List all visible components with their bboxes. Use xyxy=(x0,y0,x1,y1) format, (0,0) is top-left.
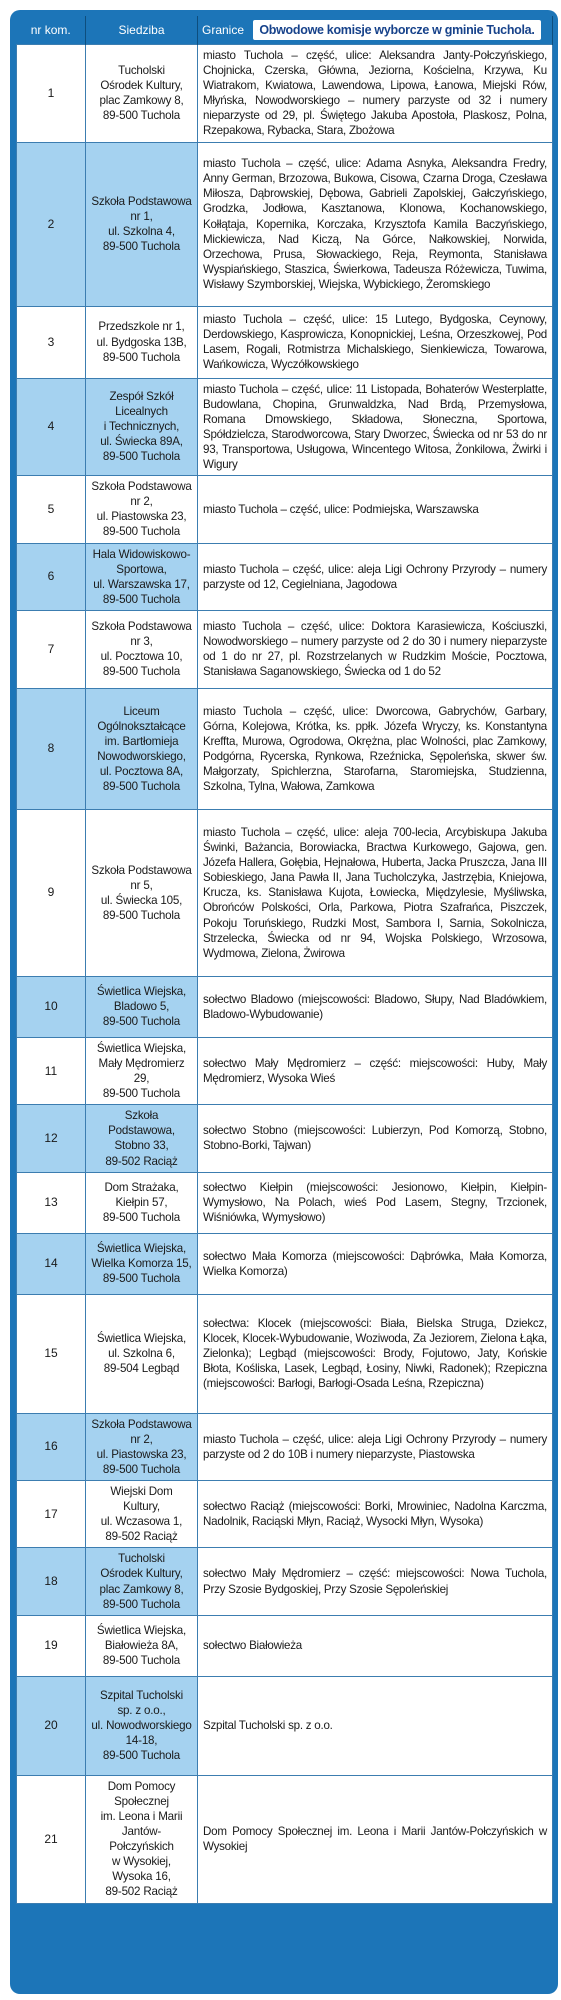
table-title: Obwodowe komisje wyborcze w gminie Tuchola. xyxy=(253,20,540,40)
district-boundaries: miasto Tuchola – część, ulice: Doktora Karasiewicza, Kościuszki, Nowodworskiego – numery parzyste od 2 do 30 i numery nieparzyste od 1 do nr 27, pl. Rozstrzelanych w Rudzkim Moście, Pocztowa, Stanisława Saganowskiego, Świecka od 1 do 52 xyxy=(198,610,553,688)
commission-number: 4 xyxy=(17,378,86,476)
commission-number: 5 xyxy=(17,476,86,543)
seat-line: Szkoła Podstawowa xyxy=(91,863,192,877)
seat-line: Zespół Szkół xyxy=(109,390,174,404)
table-row xyxy=(17,306,553,378)
commission-seat xyxy=(86,1413,198,1480)
seat-line: Ogólnokształcące xyxy=(97,719,186,733)
table-row xyxy=(17,1413,553,1480)
seat-line: Jantów-Połczyńskich xyxy=(109,1825,174,1854)
seat-line: nr 3, xyxy=(130,635,153,649)
seat-line: 89-500 Tuchola xyxy=(102,665,181,679)
commission-seat xyxy=(86,142,198,306)
table-row xyxy=(17,809,553,976)
seat-line: ul. Świecka 105, xyxy=(100,893,183,907)
commission-seat xyxy=(86,809,198,976)
commission-number: 3 xyxy=(17,306,86,378)
seat-line: 89-500 Tuchola xyxy=(102,1211,181,1225)
seat-line: ul. Szkolna 4, xyxy=(108,225,175,239)
seat-line: plac Zamkowy 8, xyxy=(99,1582,184,1596)
seat-line: Hala Widowiskowo- xyxy=(92,547,191,561)
seat-line: 89-500 Tuchola xyxy=(102,109,181,123)
seat-line: Sportowa, xyxy=(116,562,167,576)
table-row xyxy=(17,1676,553,1775)
district-boundaries: sołectwo Białowieża xyxy=(198,1615,553,1676)
commission-number: 14 xyxy=(17,1233,86,1294)
seat-line: Przedszkole nr 1, xyxy=(98,320,185,334)
commission-seat xyxy=(86,1775,198,1903)
seat-line: im. Bartłomieja xyxy=(104,734,179,748)
district-boundaries: Dom Pomocy Społecznej im. Leona i Marii Jantów-Połczyńskich w Wysokiej xyxy=(198,1775,553,1903)
table-row xyxy=(17,476,553,543)
commission-number: 9 xyxy=(17,809,86,976)
seat-line: Bladowo 5, xyxy=(113,1000,170,1014)
commission-number: 19 xyxy=(17,1615,86,1676)
commission-number: 16 xyxy=(17,1413,86,1480)
table-row xyxy=(17,1233,553,1294)
seat-line: Wiejski Dom Kultury, xyxy=(110,1485,173,1514)
seat-line: w Wysokiej, Wysoka 16, xyxy=(112,1855,171,1884)
seat-line: Świetlica Wiejska, xyxy=(96,1241,187,1255)
seat-line: 89-500 Tuchola xyxy=(102,592,181,606)
seat-line: 89-500 Tuchola xyxy=(102,908,181,922)
table-row xyxy=(17,1548,553,1615)
commission-seat xyxy=(86,1233,198,1294)
seat-line: ul. Wczasowa 1, xyxy=(100,1515,183,1529)
seat-line: 89-500 Tuchola xyxy=(102,1015,181,1029)
district-boundaries: sołectwo Bladowo (miejscowości: Bladowo, Słupy, Nad Bladówkiem, Bladowo-Wybudowanie) xyxy=(198,976,553,1037)
district-boundaries: Szpital Tucholski sp. z o.o. xyxy=(198,1676,553,1775)
seat-line: ul. Bydgoska 13B, xyxy=(96,335,187,349)
seat-line: ul. Świecka 89A, xyxy=(100,435,183,449)
commission-number: 12 xyxy=(17,1105,86,1172)
seat-line: Liceum xyxy=(123,704,160,718)
seat-line: Dom Strażaka, xyxy=(104,1180,179,1194)
seat-line: nr 5, xyxy=(130,878,153,892)
seat-line: nr 1, xyxy=(130,209,153,223)
seat-line: Dom Pomocy xyxy=(107,1779,176,1793)
seat-line: Mały Mędromierz 29, xyxy=(98,1056,185,1086)
seat-line: Świetlica Wiejska, xyxy=(96,985,187,999)
table-row xyxy=(17,1481,553,1548)
seat-line: ul. Szkolna 6, xyxy=(108,1347,175,1361)
seat-line: Świetlica Wiejska, xyxy=(96,1041,187,1055)
seat-line: Szkoła xyxy=(124,1109,159,1123)
table-row xyxy=(17,45,553,143)
district-boundaries: miasto Tuchola – część, ulice: Adama Asnyka, Aleksandra Fredry, Anny German, Brzozowa, Bukowa, Cisowa, Czarna Droga, Czesława Miłosza, Dąbrowskiej, Dębowa, Gabrieli Zapolskiej, Gałczyńskiego, Grodzka, Jodłowa, Kasztanowa, Klonowa, Kochanowskiego, Kołłątaja, Kopernika, Korczaka, Krzysztofa Kamila Baczyńskiego, Mickiewicza, Nad Kiczą, Na Górce, Nałkowskiej, Norwida, Orzechowa, Prusa, Słowackiego, Reja, Reymonta, Stanisława Wyspiańskiego, Staszica, Świerkowa, Tadeusza Różewicza, Tuwima, Wisławy Szymborskiej, Wiejska, Wybickiego, Żeromskiego xyxy=(198,142,553,306)
commission-table-frame xyxy=(10,10,558,1994)
seat-line: 89-500 Tuchola xyxy=(102,450,181,464)
seat-line: Szkoła Podstawowa xyxy=(91,480,192,494)
seat-line: 89-500 Tuchola xyxy=(102,1597,181,1611)
seat-line: Podstawowa, xyxy=(108,1124,175,1138)
commission-number: 8 xyxy=(17,688,86,809)
table-row xyxy=(17,543,553,610)
seat-line: nr 2, xyxy=(130,495,153,509)
seat-line: Ośrodek Kultury, xyxy=(100,1567,183,1581)
commission-seat xyxy=(86,306,198,378)
commission-number: 11 xyxy=(17,1037,86,1104)
commission-seat xyxy=(86,976,198,1037)
commission-seat xyxy=(86,1481,198,1548)
district-boundaries: sołectwo Stobno (miejscowości: Lubierzyn, Pod Komorzą, Stobno, Stobno-Borki, Tajwan) xyxy=(198,1105,553,1172)
seat-line: plac Zamkowy 8, xyxy=(99,94,184,108)
seat-line: Świetlica Wiejska, xyxy=(96,1331,187,1345)
seat-line: 89-500 Tuchola xyxy=(102,525,181,539)
seat-line: ul. Pocztowa 10, xyxy=(100,650,183,664)
commission-number: 17 xyxy=(17,1481,86,1548)
district-boundaries: sołectwa: Klocek (miejscowości: Biała, Bielska Struga, Dziekcz, Klocek, Klocek-Wybudowanie, Woziwoda, Za Jeziorem, Zielona Łąka, Zielonka); Legbąd (miejscowości: Brody, Fojutowo, Jaty, Końskie Błota, Kośliska, Lasek, Legbąd, Łosiny, Niwki, Radonek); Rzepiczna (miejscowości: Barłogi, Barłogi-Osada Leśna, Rzepiczna) xyxy=(198,1294,553,1413)
seat-line: 89-500 Tuchola xyxy=(102,350,181,364)
commission-seat xyxy=(86,543,198,610)
commission-seat xyxy=(86,610,198,688)
commission-seat xyxy=(86,1294,198,1413)
table-row xyxy=(17,1615,553,1676)
district-boundaries: miasto Tuchola – część, ulice: Dworcowa, Gabrychów, Garbary, Górna, Kolejowa, Krótka, ks. ppłk. Józefa Wryczy, ks. Konstantyna Kreffta, Murowa, Ogrodowa, Okrężna, plac Wolności, plac Zamkowy, Podgórna, Rycerska, Rynkowa, Rzeźnicka, Sępoleńska, skwer św. Małgorzaty, Spichlerzna, Starofarna, Staromiejska, Studzienna, Szkolna, Tylna, Wałowa, Zamkowa xyxy=(198,688,553,809)
seat-line: 89-502 Raciąż xyxy=(105,1885,178,1899)
commission-table xyxy=(16,16,553,1904)
seat-line: 89-500 Tuchola xyxy=(102,780,181,794)
seat-line: 89-502 Raciąż xyxy=(105,1154,178,1168)
seat-line: Szkoła Podstawowa xyxy=(91,194,192,208)
commission-seat xyxy=(86,1548,198,1615)
seat-line: 89-500 Tuchola xyxy=(102,1462,181,1476)
table-row xyxy=(17,142,553,306)
seat-line: 89-500 Tuchola xyxy=(102,1087,181,1101)
commission-seat xyxy=(86,1172,198,1233)
seat-line: Białowieża 8A, xyxy=(104,1639,179,1653)
seat-line: ul. Nowodworskiego xyxy=(91,1719,192,1733)
seat-line: 89-500 Tuchola xyxy=(102,1749,181,1763)
commission-number: 20 xyxy=(17,1676,86,1775)
seat-line: Kiełpin 57, xyxy=(115,1196,168,1210)
seat-line: i Technicznych, xyxy=(103,420,180,434)
seat-line: 89-504 Legbąd xyxy=(103,1362,180,1376)
table-row xyxy=(17,1105,553,1172)
commission-seat xyxy=(86,45,198,143)
district-boundaries: sołectwo Mała Komorza (miejscowości: Dąbrówka, Mała Komorza, Wielka Komorza) xyxy=(198,1233,553,1294)
table-row xyxy=(17,378,553,476)
header-area xyxy=(198,16,553,45)
district-boundaries: sołectwo Raciąż (miejscowości: Borki, Mrowiniec, Nadolna Karczma, Nadolnik, Raciąski Młyn, Raciąż, Wysocki Młyn, Wysoka) xyxy=(198,1481,553,1548)
district-boundaries: miasto Tuchola – część, ulice: 15 Lutego, Bydgoska, Ceynowy, Derdowskiego, Kasprowicza, Konopnickiej, Leśna, Orzeszkowej, Pod Lasem, Rogali, Rotmistrza Michalskiego, Sienkiewicza, Towarowa, Wańkowicza, Wyczółkowskiego xyxy=(198,306,553,378)
seat-line: 89-500 Tuchola xyxy=(102,1654,181,1668)
seat-line: Nowodworskiego, xyxy=(97,749,186,763)
header-site: Siedziba xyxy=(86,16,198,45)
seat-line: Tucholski xyxy=(118,64,165,78)
seat-line: im. Leona i Marii xyxy=(100,1809,183,1823)
commission-seat xyxy=(86,1676,198,1775)
seat-line: ul. Piastowska 23, xyxy=(96,510,187,524)
table-header-row xyxy=(17,16,553,45)
commission-number: 2 xyxy=(17,142,86,306)
district-boundaries: sołectwo Mały Mędromierz – część: miejscowości: Nowa Tuchola, Przy Szosie Bydgoskiej, Przy Szosie Sępoleńskiej xyxy=(198,1548,553,1615)
seat-line: Szpital Tucholski xyxy=(100,1689,183,1703)
seat-line: ul. Warszawska 17, xyxy=(93,577,190,591)
commission-number: 7 xyxy=(17,610,86,688)
table-row xyxy=(17,1294,553,1413)
commission-seat xyxy=(86,688,198,809)
header-nr: nr kom. xyxy=(17,16,86,45)
seat-line: Licealnych xyxy=(115,405,168,419)
commission-number: 21 xyxy=(17,1775,86,1903)
seat-line: Społecznej xyxy=(114,1794,169,1808)
seat-line: 89-500 Tuchola xyxy=(102,1272,181,1286)
table-row xyxy=(17,610,553,688)
commission-number: 18 xyxy=(17,1548,86,1615)
commission-seat xyxy=(86,1105,198,1172)
table-row xyxy=(17,976,553,1037)
commission-seat xyxy=(86,1615,198,1676)
district-boundaries: sołectwo Mały Mędromierz – część: miejscowości: Huby, Mały Mędromierz, Wysoka Wieś xyxy=(198,1037,553,1104)
commission-number: 13 xyxy=(17,1172,86,1233)
district-boundaries: miasto Tuchola – część, ulice: Podmiejska, Warszawska xyxy=(198,476,553,543)
table-row xyxy=(17,1037,553,1104)
seat-line: nr 2, xyxy=(130,1432,153,1446)
seat-line: Szkoła Podstawowa xyxy=(91,1417,192,1431)
commission-number: 10 xyxy=(17,976,86,1037)
table-row xyxy=(17,1775,553,1903)
commission-number: 6 xyxy=(17,543,86,610)
table-row xyxy=(17,1172,553,1233)
seat-line: 89-502 Raciąż xyxy=(105,1530,178,1544)
seat-line: 14-18, xyxy=(125,1734,158,1748)
seat-line: sp. z o.o., xyxy=(117,1704,166,1718)
seat-line: Świetlica Wiejska, xyxy=(96,1624,187,1638)
commission-seat xyxy=(86,378,198,476)
district-boundaries: miasto Tuchola – część, ulice: aleja Ligi Ochrony Przyrody – numery parzyste od 2 do 10B i numery nieparzyste, Piastowska xyxy=(198,1413,553,1480)
commission-seat xyxy=(86,1037,198,1104)
seat-line: Ośrodek Kultury, xyxy=(100,79,183,93)
seat-line: ul. Piastowska 23, xyxy=(96,1447,187,1461)
district-boundaries: sołectwo Kiełpin (miejscowości: Jesionowo, Kiełpin, Kiełpin-Wymysłowo, Na Polach, wieś Pod Lasem, Stegny, Trzcionek, Wiśniówka, Wymysłowo) xyxy=(198,1172,553,1233)
table-body xyxy=(17,45,553,1904)
district-boundaries: miasto Tuchola – część, ulice: Aleksandra Janty-Połczyńskiego, Chojnicka, Czerska, Główna, Jeziorna, Kościelna, Krzywa, Ku Wiatrakom, Kwiatowa, Lawendowa, Lipowa, Łanowa, Miejski Rów, Młyńska, Nowodworskiego – numery parzyste od 32 i numery nieparzyste od 29, pl. Świętego Jakuba Apostoła, Plaskosz, Polna, Rzepakowa, Rybacka, Stara, Zbożowa xyxy=(198,45,553,143)
seat-line: 89-500 Tuchola xyxy=(102,240,181,254)
district-boundaries: miasto Tuchola – część, ulice: 11 Listopada, Bohaterów Westerplatte, Budowlana, Chopina, Grunwaldzka, Nad Brdą, Przemysłowa, Romana Dmowskiego, Składowa, Słoneczna, Sportowa, Spółdzielcza, Starodworcowa, Stary Dworzec, Świecka od nr 53 do nr 93, Transportowa, Usługowa, Wincentego Witosa, Żonkilowa, Żwirki i Wigury xyxy=(198,378,553,476)
seat-line: Wielka Komorza 15, xyxy=(91,1257,192,1271)
commission-number: 15 xyxy=(17,1294,86,1413)
seat-line: Szkoła Podstawowa xyxy=(91,620,192,634)
table-row xyxy=(17,688,553,809)
header-area-label: Granice xyxy=(202,23,245,37)
seat-line: Stobno 33, xyxy=(114,1139,169,1153)
seat-line: ul. Pocztowa 8A, xyxy=(99,764,184,778)
commission-seat xyxy=(86,476,198,543)
district-boundaries: miasto Tuchola – część, ulice: aleja Ligi Ochrony Przyrody – numery parzyste od 12, Cegielniana, Jagodowa xyxy=(198,543,553,610)
commission-number: 1 xyxy=(17,45,86,143)
seat-line: Tucholski xyxy=(118,1552,165,1566)
district-boundaries: miasto Tuchola – część, ulice: aleja 700-lecia, Arcybiskupa Jakuba Świnki, Bażancia, Borowiacka, Bractwa Kurkowego, Gajowa, gen. Józefa Hallera, Gołębia, Hejnałowa, Huberta, Jacka Pruszcza, Jana III Sobieskiego, Jana Pawła II, Jana Tucholczyka, Jastrzębia, Kniejowa, Krucza, ks. Stanisława Kujota, Łowiecka, Międzylesie, Myśliwska, Obrońców Polskości, Orla, Parkowa, Piotra Szafrańca, Piszczek, Pokoju Toruńskiego, Rudzki Most, Sambora I, Sarnia, Sokolnicza, Strzelecka, Świecka od nr 94, Wojska Polskiego, Wrzosowa, Wydmowa, Zielona, Żwirowa xyxy=(198,809,553,976)
